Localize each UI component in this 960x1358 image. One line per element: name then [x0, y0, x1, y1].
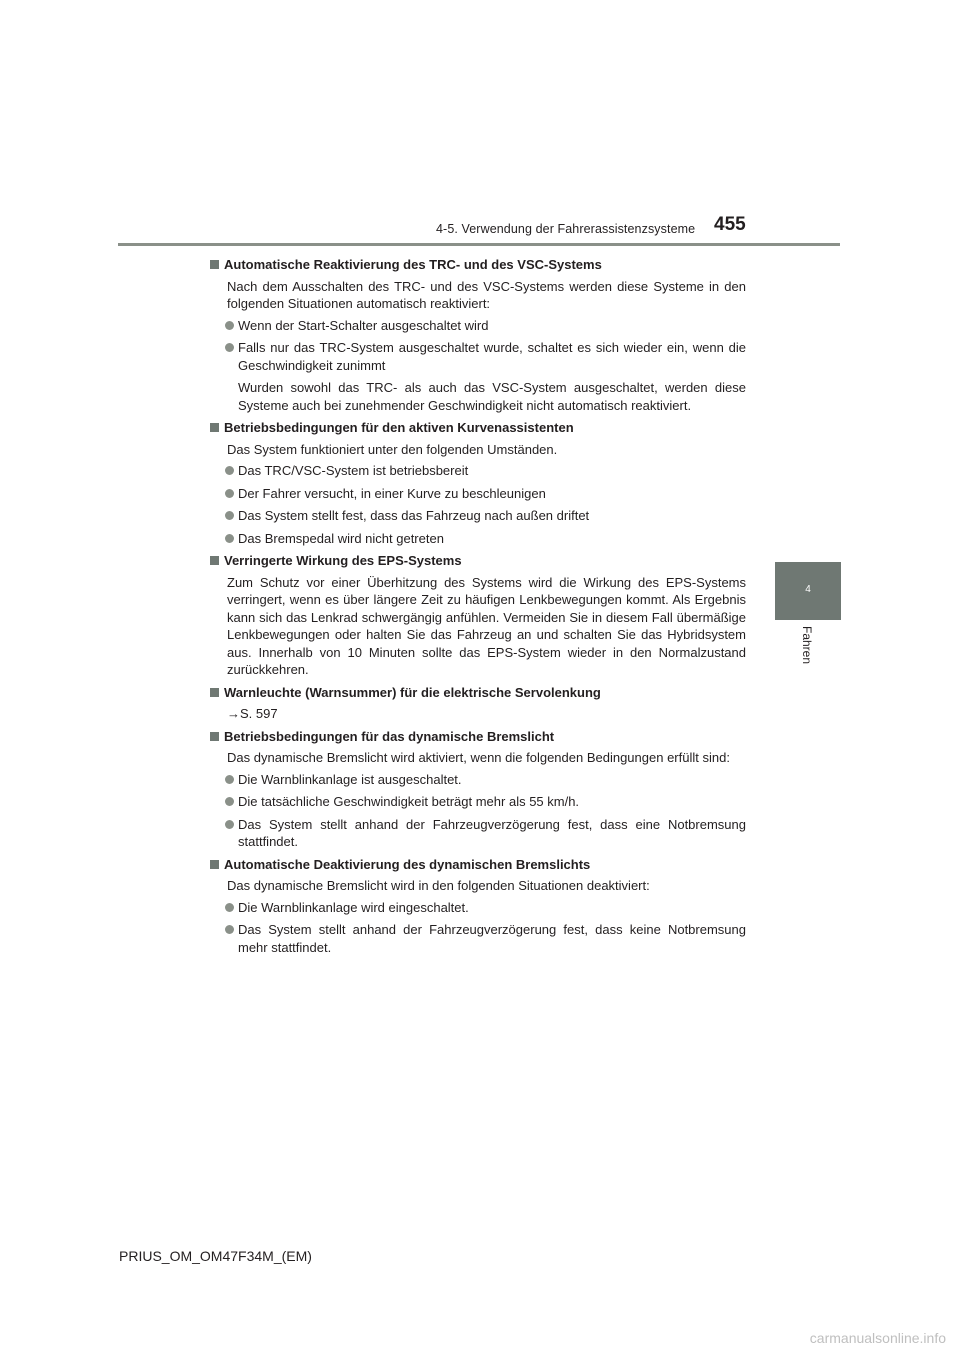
- square-bullet-icon: [210, 732, 219, 741]
- section-brake-light-conditions: [210, 728, 746, 851]
- section-paragraph: Das dynamische Bremslicht wird in den folgenden Situationen deaktiviert:: [227, 878, 650, 893]
- section-heading-text: Betriebsbedingungen für das dynamische Bremslicht: [224, 728, 555, 744]
- list-item-text: Der Fahrer versucht, in einer Kurve zu beschleunigen: [238, 485, 546, 501]
- section-heading-text: Warnleuchte (Warnsummer) für die elektrische Servolenkung: [224, 684, 601, 700]
- round-bullet-icon: [225, 466, 234, 475]
- round-bullet-icon: [225, 775, 234, 784]
- section-eps-warning-light: [210, 684, 746, 723]
- section-heading: [210, 419, 746, 437]
- chapter-tab: [775, 562, 841, 620]
- chapter-section-title: 4-5. Verwendung der Fahrerassistenzsysteme: [436, 222, 696, 236]
- list-item: [210, 771, 746, 789]
- list-item: [210, 899, 746, 917]
- list-item: [210, 317, 746, 335]
- list-item-text: Falls nur das TRC-System ausgeschaltet wurde, schaltet es sich wieder ein, wenn die Geschwindigkeit zunimmt: [238, 340, 746, 373]
- section-heading-text: Automatische Deaktivierung des dynamischen Bremslichts: [224, 856, 591, 872]
- list-item-text: Wenn der Start-Schalter ausgeschaltet wird: [238, 317, 489, 333]
- section-heading: [210, 552, 746, 570]
- section-heading: [210, 684, 746, 702]
- list-item-text: Die tatsächliche Geschwindigkeit beträgt mehr als 55 km/h.: [238, 794, 580, 809]
- section-heading: [210, 728, 746, 746]
- section-curve-assist-conditions: [210, 419, 746, 547]
- page-reference-link[interactable]: →S. 597: [227, 706, 278, 721]
- round-bullet-icon: [225, 903, 234, 912]
- list-item: [210, 530, 746, 548]
- section-trc-vsc-reactivation: [210, 256, 746, 414]
- round-bullet-icon: [225, 321, 234, 330]
- section-paragraph: Das dynamische Bremslicht wird aktiviert, wenn die folgenden Bedingungen erfüllt sind:: [227, 750, 730, 765]
- round-bullet-icon: [225, 343, 234, 352]
- list-item: [210, 816, 746, 851]
- square-bullet-icon: [210, 860, 219, 869]
- list-item: [210, 339, 746, 374]
- page-number: 455: [714, 214, 746, 235]
- round-bullet-icon: [225, 797, 234, 806]
- watermark: carmanualsonline.info: [809, 1330, 946, 1346]
- list-item: [210, 793, 746, 811]
- section-heading-text: Betriebsbedingungen für den aktiven Kurvenassistenten: [224, 420, 574, 435]
- square-bullet-icon: [210, 688, 219, 697]
- square-bullet-icon: [210, 423, 219, 432]
- list-item: [210, 462, 746, 480]
- list-item-text: Das System stellt anhand der Fahrzeugverzögerung fest, dass eine Notbremsung stattfindet.: [238, 816, 746, 849]
- main-content: [210, 256, 746, 961]
- section-note: Wurden sowohl das TRC- als auch das VSC-System ausgeschaltet, werden diese Systeme auch bei zunehmender Geschwindigkeit nicht automatisch reaktiviert.: [238, 380, 746, 413]
- round-bullet-icon: [225, 489, 234, 498]
- square-bullet-icon: [210, 556, 219, 565]
- section-heading: [210, 256, 746, 274]
- list-item: [210, 921, 746, 956]
- list-item-text: Das System stellt fest, dass das Fahrzeug nach außen driftet: [238, 508, 590, 523]
- section-eps-reduced: [210, 552, 746, 679]
- header-divider: [118, 243, 840, 246]
- list-item-text: Das Bremspedal wird nicht getreten: [238, 530, 444, 546]
- section-paragraph: Zum Schutz vor einer Überhitzung des Systems wird die Wirkung des EPS-Systems verringert, wenn es über längere Zeit zu häufigen Lenkbewegungen kommt. Als Ergebnis kann sich das Lenkrad schwergängig anfühlen. Vermeiden Sie in diesem Fall übermäßige Lenkbewegungen oder halten Sie das Fahrzeug an und schalten Sie das Hybridsystem aus. Innerhalb von 10 Minuten sollte das EPS-System wieder in den Normalzustand zurückkehren.: [227, 574, 746, 677]
- round-bullet-icon: [225, 511, 234, 520]
- list-item: [210, 507, 746, 525]
- chapter-tab-number: 4: [805, 584, 811, 595]
- round-bullet-icon: [225, 820, 234, 829]
- list-item-text: Das TRC/VSC-System ist betriebsbereit: [238, 463, 469, 478]
- round-bullet-icon: [225, 925, 234, 934]
- list-item: [210, 485, 746, 503]
- round-bullet-icon: [225, 534, 234, 543]
- section-heading: [210, 856, 746, 874]
- chapter-tab-label: Fahren: [800, 626, 814, 665]
- list-item-text: Die Warnblinkanlage wird eingeschaltet.: [238, 899, 469, 915]
- section-brake-light-deactivation: [210, 856, 746, 957]
- section-paragraph: Nach dem Ausschalten des TRC- und des VSC-Systems werden diese Systeme in den folgenden Situationen automatisch reaktiviert:: [227, 278, 746, 311]
- section-heading-text: Verringerte Wirkung des EPS-Systems: [224, 553, 462, 568]
- square-bullet-icon: [210, 260, 219, 269]
- list-item-text: Die Warnblinkanlage ist ausgeschaltet.: [238, 771, 462, 787]
- section-heading-text: Automatische Reaktivierung des TRC- und des VSC-Systems: [224, 257, 602, 272]
- section-paragraph: Das System funktioniert unter den folgenden Umständen.: [227, 441, 558, 457]
- list-item-text: Das System stellt anhand der Fahrzeugverzögerung fest, dass keine Notbremsung mehr stattfindet.: [238, 922, 746, 955]
- document-code: PRIUS_OM_OM47F34M_(EM): [119, 1248, 312, 1264]
